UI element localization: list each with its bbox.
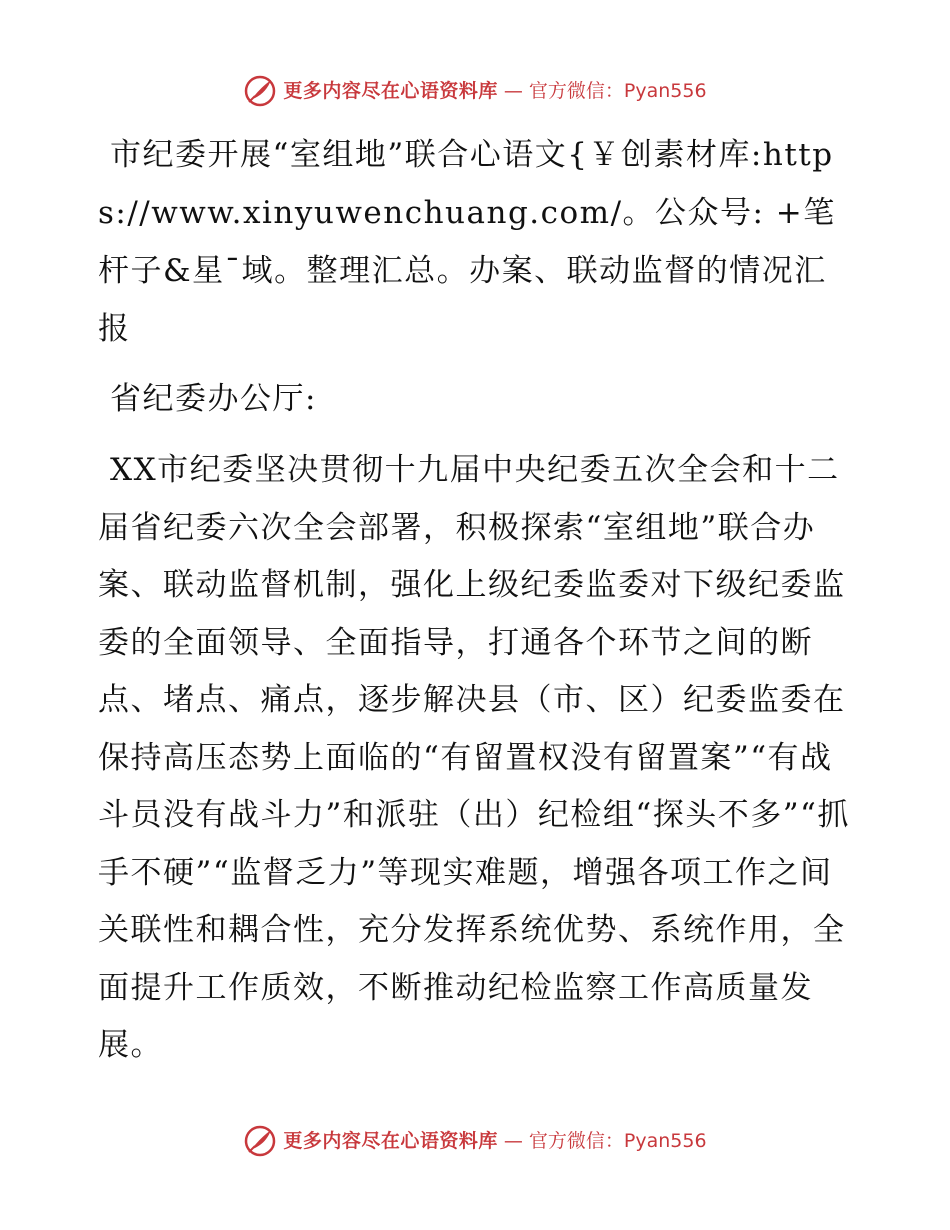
header-banner [0, 74, 950, 108]
banner-main-text: 更多内容尽在心语资料库 [283, 80, 498, 102]
banner-dash: — [503, 80, 523, 102]
document-body [98, 126, 850, 1089]
banner-dash: — [503, 1130, 523, 1152]
banner-main-text: 更多内容尽在心语资料库 [283, 1130, 498, 1152]
quill-pen-circle-logo-icon [243, 1124, 277, 1158]
footer-banner [0, 1124, 950, 1158]
salutation: 省纪委办公厅: [110, 381, 317, 417]
quill-pen-circle-logo-icon [243, 74, 277, 108]
banner-wechat-text: 官方微信：Pyan556 [528, 80, 707, 102]
body-paragraph: XX市纪委坚决贯彻十九届中央纪委五次全会和十二届省纪委六次全会部署，积极探索“室组地”联合办案、联动监督机制，强化上级纪委监委对下级纪委监委的全面领导、全面指导，打通各个环节之间的断点、堵点、痛点，逐步解决县（市、区）纪委监委在保持高压态势上面临的“有留置权没有留置案”“有战斗员没有战斗力”和派驻（出）纪检组“探头不多”“抓手不硬”“监督乏力”等现实难题，增强各项工作之间关联性和耦合性，充分发挥系统优势、系统作用，全面提升工作质效，不断推动纪检监察工作高质量发展。 [98, 452, 850, 1063]
banner-wechat-text: 官方微信：Pyan556 [528, 1130, 707, 1152]
document-title: 市纪委开展“室组地”联合心语文{￥创素材库:https://www.xinyuwenchuang.com/。公众号: +笔杆子&星¯域。整理汇总。办案、联动监督的情况汇报 [98, 137, 836, 347]
